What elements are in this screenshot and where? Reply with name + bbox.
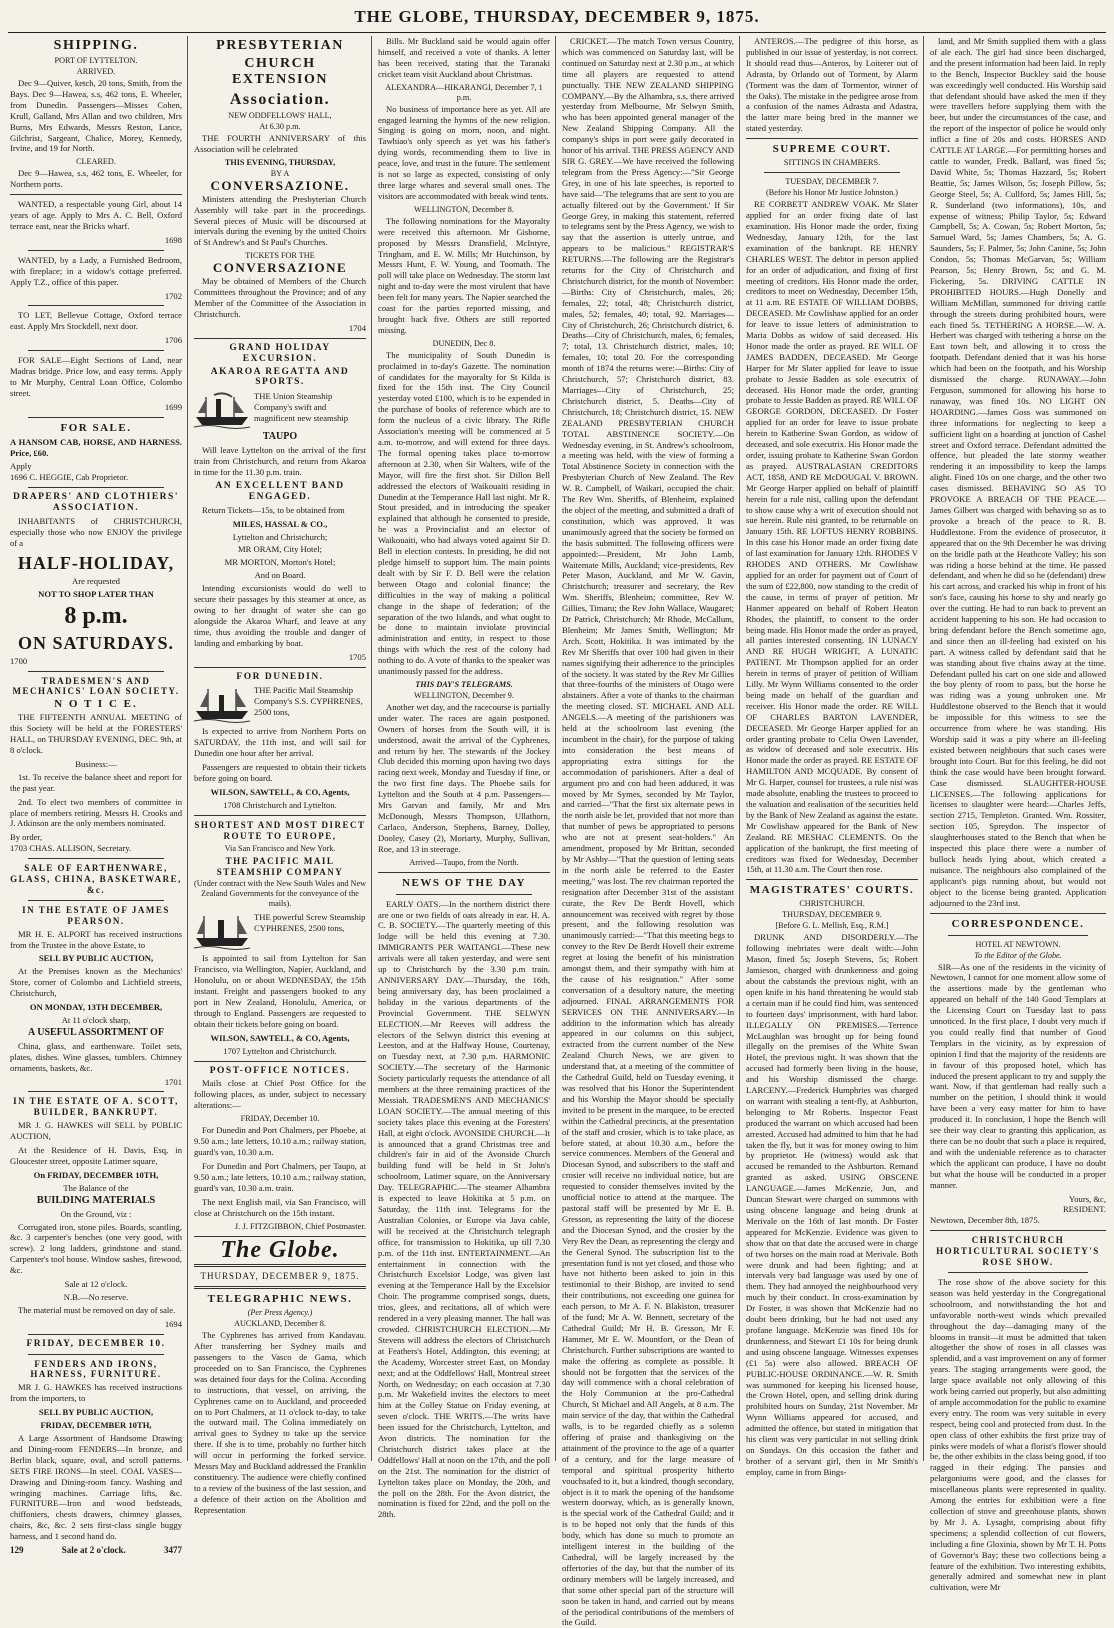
pacific-mail-heading: THE PACIFIC MAIL STEAMSHIP COMPANY <box>216 855 344 877</box>
wilson-sawtell-2: WILSON, SAWTELL, & CO, Agents, <box>210 1032 350 1043</box>
footer-left: 129 <box>10 1545 24 1556</box>
hawkes-date: On FRIDAY, DECEMBER 10TH, <box>33 1169 159 1180</box>
column-4 <box>562 36 734 1628</box>
divider <box>194 338 366 339</box>
hansom-sign: 1696 C. HEGGIE, Cab Proprietor. <box>10 472 129 483</box>
rose-show-heading: CHRISTCHURCH HORTICULTURAL SOCIETY'S ROSE SHOW. <box>936 1235 1100 1268</box>
eight-pm: 8 p.m. <box>64 602 128 629</box>
auckland-dateline: AUCKLAND, December 8. <box>234 1319 326 1329</box>
morton: MR MORTON, Morton's Hotel; <box>224 557 336 568</box>
magistrates-text: DRUNK AND DISORDERLY.—The following inebriates were dealt with:—John Mason, fined 5s; Joseph Stevens, 5s; Robert Jamieson, charged with drunkenness and going about the cabstands the previous night, with an open knife in his hand threatening he would stab a certain man if he could find him, was sentenced to fourteen days' imprisonment, with hard labor. ILLEGALLY ON PREMISES.—Terrence McLaughlan was brought up for being found illegally on the premises of the White Swan Hotel, the previous night. It was shown that the accused had formerly been living in the house, and his Worship dismissed the charge. LARCENY.—Frederick Humphries was charged on warrant with stealing a tent-fly, at Ashburton, belonging to Mr Roberts. Inspector Feast produced the warrant on which accused had been arrested. Accused had admitted to him that he had taken the fly, but it was for money owing to him by proprietor. He (witness) would ask that accused be remanded to the Ashburton. Remand granted as asked. USING OBSCENE LANGUAGE.—James McKenzie, Jun, and Duncan Stewart were charged on summons with using obscene language and being drunk at Merivale on the 16th of last month. Dr Foster appeared for McKenzie. Evidence was given to show that on that date the accused were in charge of two horses on the main road at Merivale. Both were drunk and had been fighting; and at intervals very bad language was used by one of them. They had annoyed the neighbourhood very much by their conduct. In cross-examination by Dr Foster, it was shown that McKenzie had no doubt been drinking, but he had not used any profane language. McKenzie was fined 10s for drunkenness, and Stewart £1 10s for being drunk and using obscene language. Witnesses expenses (£1 5s) were also allowed. BREACH OF PUBLIC-HOUSE ORDINANCE.—W. R. Smith was summoned for keeping his licensed house, the Crown Hotel, open, and selling drink during prohibited hours on Sunday, 21st November. Mr Wynn Williams appeared for accused, and admitted the offence, but stated in mitigation that his client was very particular in not selling drink on Sundays. On this occasion the father and brother of a servant girl, then in Mr Smith's employ, came in from Bings- <box>746 932 918 1477</box>
news-text: EARLY OATS.—In the northern district there are one or two fields of oats already in ear. H. A. C. B. SOCIETY.—The quarterly meeting of this lodge will be held this evening at 7.30. IMMIGRANTS PER WAITANGI.—These new arrivals were all taken yesterday, and were sent up to Christchurch by the 3.30 p.m train. ANNIVERSARY DAY.—Thursday, the 16th, being anniversary day, has been proclaimed a holiday in the various departments of the Provincial Government. THE SELWYN ELECTION.—Mr Reeves will address the electors of the Selwyn district this evening at Leeston, and at the Halfway House, Courtenay, on Tuesday next, at 7.30 p.m. HARMONIC SOCIETY.—The secretary of the Harmonic Society particularly requests the attendance of all members at the three remaining practices of the Messiah. TRADESMEN'S AND MECHANICS' LOAN SOCIETY.—The annual meeting of this society takes place this evening at the Foresters' Hall, at eight o'clock. AVONSIDE CHURCH.—It is announced that a grand Christmas tree and children's fair in aid of the Avonside Church building fund will be held in St John's schoolroom, Latimer square, on the Anniversary Day. TELEGRAPHIC.—The steamer Alhambra is expected to leave Hokitika at 5 p.m. on Saturday, the 11th inst. Telegrams for the Australian Colonies, or Europe via Java cable, will be received at the Christchurch telegraph office, for transmission to Hokitika, up till 7.30 p.m. of the 11th inst. ENTERTAINMENT.—An entertainment in connection with the Christchurch Excelsior Lodge, was given last evening at the Temperance Hall by the Excelsior Choir. The programme comprised songs, duets, trios, glees, and recitations, all of which were rendered in a very pleasing manner. The hall was crowded. CHRISTCHURCH ELECTION.—Mr Stevens will address the electors of Christchurch at Feathers's Hotel, Addington, this evening; at the Academy, Worcester street East, on Monday next; and at the Oddfellows' Hall, Montreal street North, on Wednesday; on each occasion at 7.30 p.m. Mr Wakefield invites the electors to meet him at the Colley Statue on Friday evening, at seven o'clock. THE WRITS.—The writs have been issued for the Christchurch, Lyttelton, and Avon districts. The nomination for the Christchurch district takes place at the Oddfellows' Hall at noon on the 17th, and the poll on the 21st. The nomination for the district of Lyttelton takes place on Monday, the 20th, and the poll on the 28th. For the Avon district, the nomination is fixed for 22nd, and the poll on the 28th. <box>378 898 550 1520</box>
taupo-name: TAUPO <box>262 431 298 443</box>
divider <box>746 879 918 880</box>
wilson-sub: 1708 Christchurch and Lyttelton. <box>223 799 337 810</box>
conversazione-heading-2: CONVERSAZIONE <box>212 260 348 276</box>
tickets-for: TICKETS FOR THE <box>245 251 315 261</box>
correspondence-heading: CORRESPONDENCE. <box>951 917 1085 930</box>
this-evening: THIS EVENING, THURSDAY, <box>224 157 336 167</box>
fourth-anniversary: THE FOURTH ANNIVERSARY of this Association will be celebrated <box>194 133 366 154</box>
miles-sub: Lyttelton and Christchurch; <box>232 531 328 542</box>
presbyterian-heading: PRESBYTERIAN <box>216 38 344 53</box>
cleared-text: Dec 9—Hawea, s.s, 462 tons, E. Wheeler, for Northern ports. <box>10 168 182 190</box>
masthead: THE GLOBE, THURSDAY, DECEMBER 9, 1875. <box>354 7 760 26</box>
on-saturdays: ON SATURDAYS. <box>17 632 175 653</box>
hawkes-2-text: A Large Assortment of Handsome Drawing and Dining-room FENDERS—In bronze, and Berlin black, square, oval, and scroll patterns. SETS FIRE IRONS—In steel. COAL VASES—Drawing and Dining-room fancy. Washing and wringing machines. Carriage lifts, &c. FURNITURE—Iron and wood bedsteads, chiffoniers, chests drawers, chimney glasses, chairs, &c, &c. 2 sets first-class single buggy harness, and 1 second hand do. <box>10 1433 182 1542</box>
shortest-route: SHORTEST AND MOST DIRECT ROUTE TO EUROPE, <box>194 819 366 841</box>
divider <box>28 305 164 306</box>
dunedin-8-text: The municipality of South Dunedin is proclaimed in to-day's Gazette. The nomination of candidates for the mayoralty for St Kilda is fixed for the 15th inst. The City Council yesterday voted £100, which is to be expended in the purchase of books of reference which are to form the nucleus of a civic library. The Rifle Association's meeting will be commenced at 5 a.m. to-morrow, and will extend for three days. The formal opening takes place to-morrow afternoon at 2.30, when Sir Walters, wife of the Mayor, will fire the first shot. Sir Dillon Bell addressed the electors of Waikouaiti residing in Dunedin at the Temperance Hall last night. Mr R. Stout presided, and in introducing the speaker explained that although he consented to preside, he was a Provincialist and an elector of Waikouaiti, who had always voted against Sir D. Bell in election contests. In presiding, he did not pledge himself to support him. The main points dealt with by Sir F. D. Bell were the relation between Otago and colonial finance; the difficulties in the way of making a political change in the shape of federation; of the separation of the two Islands, and what ought to be done to maintain inviolate provincial administration and entity, in respect to those things with which the rest of the colony had nothing to do. A vote of thanks to the speaker was unanimously passed for the address. <box>378 349 550 677</box>
this-days-telegrams: THIS DAY'S TELEGRAMS. <box>415 679 513 689</box>
divider <box>378 872 550 873</box>
column-2 <box>194 36 366 1515</box>
letter-text: SIR—As one of the residents in the vicinity of Newtown, I cannot for one moment allow some of the assertions made by the gentleman who appeared on behalf of the 140 Good Templars at the Licensing Court on Tuesday last to pass unnoticed. In the first place, I doubt very much if you could really find that number of Good Templars in the vicinity, as by expression of opinion I find that the majority of the residents are in favour of this proposed hotel, which has induced the present applicant to try and supply the want. Now, if that gentleman had really such a number on the petition, I should think it would have been a very easy matter for him to have produced it. In conclusion, I hope the Bench will see their way clear to granting this application, as there can be no doubt that such a place is required, and with the undeniable reference as to character which the applicant can produce, I have no doubt but what the house will be conducted in a proper manner. <box>930 961 1106 1190</box>
steamship-icon <box>194 685 250 723</box>
wellington-8-text: The following nominations for the Mayoralty were received this afternoon. Mr Gisborne, proposed by Messrs Dransfield, McIntyre, Tringham, and E. W. Mills; Mr Hutchinson, by Messrs Hunt, F. W. Young, and Toomath. The poll will take place on Wednesday. The storm last night and to-day were the most virulent that have been felt for many years. The Napier searched the coast for the parties reported missing, and brought back five. Others are still reported missing. <box>378 215 550 335</box>
before-mellish: [Before G. L. Mellish, Esq., R.M.] <box>775 921 889 931</box>
column-divider <box>187 36 188 1461</box>
dateline: THURSDAY, DECEMBER 9, 1875. <box>200 1271 360 1282</box>
cleared-label: CLEARED. <box>76 157 116 167</box>
divider <box>194 815 366 816</box>
press-agency: (Per Press Agency.) <box>247 1308 313 1318</box>
dunedin-phoebe: For Dunedin and Port Chalmers, per Phoebe, at 9.50 a.m.; late letters, 10.10 a.m.; railway station, guard's van, 10.30 a.m. <box>194 1125 366 1157</box>
alport-time: At 11 o'clock sharp, <box>61 1015 131 1025</box>
sittings-heading: SITTINGS IN CHAMBERS. <box>783 158 881 168</box>
useful-items: China, glass, and earthenware. Toilet sets, plates, dishes. Wine glasses, tumblers. Chimney ornaments, baskets, &c. <box>10 1040 182 1073</box>
association-heading: Association. <box>229 91 331 108</box>
grand-excursion: GRAND HOLIDAY EXCURSION. <box>229 342 331 364</box>
fenders-heading: FENDERS AND IRONS, HARNESS, FURNITURE. <box>30 1358 162 1380</box>
tradesmen-heading: TRADESMEN'S AND MECHANICS' LOAN SOCIETY. <box>12 675 180 697</box>
footer-right: 3477 <box>164 1545 182 1556</box>
hansom-ad: A HANSOM CAB, HORSE, AND HARNESS. Price, £60. <box>10 436 182 458</box>
alport-date: ON MONDAY, 13TH DECEMBER, <box>29 1002 163 1013</box>
ministers-text: Ministers attending the Presbyterian Church Assembly will take part in the proceedings. Several pieces of Music will be discoursed at intervals during the evening by the united Choirs of St Andrew's and St Paul's Churches. <box>194 193 366 248</box>
appointed-text: Is appointed to sail from Lyttelton for San Francisco, via Wellington, Napier, Auckland, and Honolulu, on or about WEDNESDAY, the 15th instant. Freight and passengers booked to any port in New Zealand, Honolulu, America, or through to England. Passengers are requested to obtain their tickets before going on board. <box>194 953 366 1029</box>
alexandra-dateline: ALEXANDRA—HIKARANGI, December 7, 1 p.m. <box>385 82 543 102</box>
pearson-heading: IN THE ESTATE OF JAMES PEARSON. <box>22 904 170 926</box>
friday-heading: FRIDAY, DECEMBER 10. <box>26 1338 166 1349</box>
arrived-label: ARRIVED. <box>76 67 116 76</box>
telegraphic-heading: TELEGRAPHIC NEWS. <box>207 1293 353 1306</box>
fitzgibbon-sign: J. J. FITZGIBBON, Chief Postmaster. <box>234 1221 366 1232</box>
divider <box>28 671 164 672</box>
local-news-text: CRICKET.—The match Town versus Country, which was commenced on Saturday last, will be continued on Saturday next at 2.30 p.m., at which time all players are requested to attend punctually. THE NEW ZEALAND SHIPPING COMPANY.—By the Alhambra, s.s, there arrived yesterday from Melbourne, Mr Selwyn Smith, who has been appointed general manager of the New Zealand Shipping Company. All the company's ships in port were gaily decorated in honor of his arrival. THE PRESS AGENCY AND SIR G. GREY.—We have received the following telegram from the Press Agency:—"Sir George Grey, in one of his late speeches, is reported to have said—'The telegrams that are sent to you are actually filtered out by the Government.' If Sir George Grey, in making this statement, referred to telegrams sent by the Press Agency, we wish to say that the assertion is utterly untrue, and appears to be malicious." REGISTRAR'S RETURNS.—The following are the Registrar's returns for the City of Christchurch and Christchurch district, for the month of November:—Births: City of Christchurch, males, 26; females, 22; total, 48; Christchurch district, males, 52; females, 40; total, 92. Marriages—City of Christchurch, 26; Christchurch district, 6. Deaths—City of Christchurch, males, 6; females, 7; total, 13. Christchurch district, males, 10; females, 10; total 20. For the corresponding month of 1874 the returns were:—Births: City of Christchurch, 57; Christchurch district, 83. Marriages—City of Christchurch, 25; Christchurch district, 5. Deaths—City of Christchurch, 18; Christchurch district, 15. NEW ZEALAND PRESBYTERIAN CHURCH TOTAL ABSTINENCE SOCIETY.—On Wednesday evening, in St. Andrew's schoolroom, a meeting was held, with the view of forming a Total Abstinence Society in connection with the Presbyterian Church of New Zealand. The Rev W. R. Campbell, of Waikari, occupied the chair. The Rev Wm. Sheriffs, of Blenheim, explained the object of the meeting, and submitted a draft of constitution, which was approved. It was unanimously agreed that the society be formed on the basis submitted. The following officers were appointed:—President, Mr John Lamb, Waitemate Mills, Auckland; vice-presidents, Rev Peter Mason, Auckland, and Mr W. Gavin, Christchurch; treasurer and secretary, the Rev Wm. Sheriffs, Blenheim; committee, Rev W. Gillies, Timaru; the Rev John Wallace, Waugaret; Dr Patrick, Christchurch; Mr Rhode, McCallum, Blenheim; Mr James Smith, Wellington; Mr Arch. Scott, Hokitika. It was intimated by the Rev Mr Sheriffs that over 100 had given in their names signifying their adherence to the principles of the society. It was stated by the Rev Mr Gillies that three-fourths of the ministers of Otago were abstainers. After a vote of thanks to the chairman the meeting closed. ST. MICHAEL AND ALL ANGELS.—A meeting of the parishioners was held at the schoolroom last evening (the incumbent in the chair), for the purpose of taking into consideration the best means of appropriating extra sittings for the accommodation of parishioners. After a deal of argument pro and con had been adduced, it was moved by Mr Symes, seconded by Mr Taylor, and carried—"That the first six alternate pews in the north aisle be let, provided that not more than that number of pews be appropriated to persons who are not at present seat-holders." An amendment, proposed by Mr Brittan, seconded by Mr Ashby—"That the question of letting seats in the north aisle be referred to the Easter meeting," was lost. The rev chairman reported the resignation after December 31st of the assistant curate, the Rev De Berdt Hovell, which announcement was received with regret by those present, and the following resolution was unanimously carried:—"That this meeting begs to convey to the Rev De Berdt Hovell their extreme regret at losing the benefit of his ministration amongst them, and their sympathy with him at the cause of his resignation." After some conversation of a desultory nature, the meeting adjourned. FINAL ARRANGEMENTS FOR SERVICES ON THE ANNIVERSARY.—In addition to the information which has already appeared in our columns on this subject, extracted from the current number of the New Zealand Church News, we are given to understand that, at a meeting of the committee of the Cathedral Guild, held on Tuesday evening, it was resolved that his Honor the Superintendent and his Worship the Mayor should be specially invited to be present in the marquee, to be erected within the Cathedral precincts, at the presentation of the staff and crosier, which is to take place, as before stated, at about 10.30 a.m., before the service commences. Members of the General and Diocesan Synod, and subscribers to the staff and crosier will receive no individual notice, but are requested to consider themselves invited by the unofficial notice to attend at the marquee. The pastoral staff will be presented by Mr E. B. Gresson, as representing the laity of the diocese and the Diocesan Synod, and the crosier by the Very Rev the Dean, as representing the clergy and the General Synod. The subscription list to the presentation fund is not yet closed, and those who have not hitherto been asked to join in this testimonial to their Bishop, are invited to send their contributions, not exceeding one guinea for each person, to Mr A. F. N. Blakiston, treasurer of the fund; Mr A. W. Bennett, secretary of the Cathedral Guild; Mr H. B. Gresson, Mr F. Hammer, Mr E. W. Mountfort, or the Dean of Christchurch. Further subscriptions are wanted to make the offering as complete as possible. It should not be forgotten that the services of the day will commence with a choral celebration of the Holy Communion at the pro-Cathedral Church, St Michael and All Angels, at 8 a.m. The main service of the day, that within the Cathedral walls, is to be regarded chiefly as a solemn offering of praise and thanksgiving on the attainment of the province to the age of a quarter of a century, and for the large measure of temporal and spiritual prosperity hitherto vouchsafed to it, but a kindred, though secondary, object is it to mark the opening of the handsome western doorway, which, as is generally known, is the special work of the Cathedral Guild; and it is to be hoped not only that the funds of this body, which has done so much to promote an intelligent interest in the building of the Cathedral, will be largely increased by the offertories of the day, but that the number of its ordinary members will be largely increased, and that some other special part of the structure will soon be taken in hand, and carried out by means of the periodical contributions of the members of the Guild. <box>562 36 734 1628</box>
christchurch-heading: CHRISTCHURCH. <box>799 899 865 909</box>
via-sf: Via San Francisco and New York. <box>224 843 336 853</box>
church-extension-heading: CHURCH EXTENSION <box>232 56 328 87</box>
pacific-text-2: Is expected to arrive from Northern Ports on SATURDAY, the 11th inst, and will sail for Dunedin one hour after her arrival. <box>194 726 366 759</box>
letter-yours: Yours, &c, <box>1068 1193 1106 1204</box>
sell-auction-2: SELL BY PUBLIC AUCTION, <box>38 1407 154 1418</box>
divider <box>948 935 1088 936</box>
intending-text: Intending excursionists would do well to secure their passages by this steamer at once, as owing to her draught of water she can go alongside the Akaroa Wharf, and leave at any time, thus avoiding the trouble and danger of landing and embarking by boat. <box>194 583 366 648</box>
ad-number: 1704 <box>348 322 366 333</box>
supreme-text: RE CORBETT ANDREW VOAK. Mr Slater applied for an order fixing date of last examination. His Honor made the order, fixing Wednesday, January 12th, for the last examination of the bankrupt. RE HENRY CHARLES WEST. The debtor in person applied for an order of adjudication, and fixing of first meeting of creditors. His Honor made the order, creditors to meet on Wednesday, December 15th, at 11 a.m. RE ESTATE OF WILLIAM DOBBS, DECEASED. Mr Cowlishaw applied for an order for leave to issue letters of administration to Maria Dobbs as widow of said deceased. His Honor made the order as prayed. RE WILL OF JAMES BADDEN, DECEASED. Mr George Harper for Mr Slater applied for leave to issue probate to Jessie Badden as sole executrix of deceased. His Honor made the order, granting probate to Jessie Badden as prayed. RE WILL OF GEORGE GORDON, DECEASED. Dr Foster applied for an order for leave to issue probate herein to Katherine Swan Gordon, as widow of deceased, and sole executrix. His Honor made the order, issuing probate to Katherine Swan Gordon as prayed. AUSTRALASIAN CREDITORS ACT, 1858, AND RE McDOUGAL V. BROWN. Mr George Harper applied on behalf of plaintiff herein for a rule nisi, calling upon the defendant to show cause why a writ of execution should not sue herein. Rule nisi granted, to be returnable on January 15th. RE LOFTUS HENRY ROBBINS. In this case his Honor made an order fixing date of last examination for January 12th. RHODES V RHODES AND OTHERS. Mr Cowlishaw applied for an order for payment out of Court of the sum of £22,800, now standing to the credit of the cause, in terms of prayer of petition. Mr Hanmer appeared on behalf of Robert Heaton Rhodes, the plaintiff, to consent to the order being made. His Honor made the order as prayed, all parties interested consenting. IN LUNACY AND RE HUGH WRIGHT, A LUNATIC PATIENT. Mr Thompson applied for an order herein in terms of prayer of petition of William Lilly. Mr Wynn Williams consented to the order being made on behalf of the guardian and receiver. His Honor made the order. RE WILL OF CHARLES BARTON LAVENDER, DECEASED. Mr George Harper applied for an order granting probate to Celia Owen Lavender, as widow of deceased and sole executrix. His Honor made the order as prayed. RE ESTATE OF HAMILTON AND MCQUADE. By consent of Mr G. Harper, counsel for trustees, a rule nisi was made absolute, enabling the trustees to proceed to the valuation and realisation of the securities held by the Bank of New Zealand as against the estate. Mr Cowlishaw appeared for the Bank of New Zealand. RE MESHAC CLEMENTS. On the application of the bankrupt, the first meeting of creditors was fixed for Wednesday, December 15th, at 11.30 a.m. The Court then rose. <box>746 199 918 875</box>
removed-note: The material must be removed on day of sale. <box>18 1304 176 1315</box>
magistrates-heading: MAGISTRATES' COURTS. <box>749 884 915 897</box>
wellington-9-dateline: WELLINGTON, December 9. <box>414 690 514 700</box>
divider <box>10 194 182 195</box>
steamship-icon <box>194 912 250 950</box>
business-1: 1st. To receive the balance sheet and report for the past year. <box>10 771 182 793</box>
steamship-icon <box>194 391 250 429</box>
and-on-board: And on Board. <box>254 570 306 581</box>
friday-dec10: FRIDAY, December 10. <box>240 1114 320 1124</box>
column-5 <box>746 36 918 1477</box>
divider <box>28 250 164 251</box>
conversazione-heading: CONVERSAZIONE. <box>210 177 350 193</box>
divider <box>930 913 1106 914</box>
column-divider <box>371 36 372 1461</box>
thursday-date: THURSDAY, DECEMBER 9. <box>782 910 882 920</box>
ad-number: 1700 <box>10 655 28 666</box>
wellington-9-text: Another wet day, and the racecourse is partially under water. The races are again postponed. Owners of horses from the South will, it is understood, await the arrival of the Cyphrenes, and return by her. The stewards of the Jockey Club decided this morning upon having two days racing next week, Monday and Tuesday if fine, or the two first fine days. The Phoebe sails for Lyttelton and the South at 4 p.m. Passengers—Mrs Garvan and family, Mr and Mrs McDonough, Messrs Thompson, Ullathorn, Carlaco, Anderson, Stephens, Barney, Dolley, Dooley, Casey (2), Moriarty, Murphy, Sullivan, Roe, and 13 in steerage. <box>378 701 550 854</box>
tickets-text: May be obtained of Members of the Church Committees throughout the Province; and of any Member of the Committee of the Association in Christchurch. <box>194 276 366 319</box>
ad-to-let: TO LET, Bellevue Cottage, Oxford terrace east. Apply Mrs Stockdell, next door. <box>10 310 182 332</box>
footer-mid: Sale at 2 o'clock. <box>61 1545 126 1556</box>
are-requested: Are requested <box>72 575 120 586</box>
sell-by-auction: SELL BY PUBLIC AUCTION, <box>38 953 154 964</box>
tuesday-date: TUESDAY, DECEMBER 7. <box>785 177 879 187</box>
ad-number: 1705 <box>348 651 366 662</box>
ad-number: 1698 <box>164 234 182 245</box>
divider <box>28 1091 164 1092</box>
alport-place: At the Premises known as the Mechanics' Store, corner of Colombo and Lichfield streets, Christchurch, <box>10 966 182 999</box>
divider <box>28 858 164 859</box>
cyphrenes-ad <box>194 912 366 950</box>
before-justice: (Before his Honor Mr Justice Johnston.) <box>766 188 898 198</box>
divider <box>28 350 164 351</box>
letter-signature: RESIDENT. <box>1062 1204 1106 1215</box>
fifteenth-meeting: THE FIFTEENTH ANNUAL MEETING of this Society will be held at the FORESTERS' HALL, on THURSDAY EVENING, DEC. 9th, at 8 o'clock. <box>10 712 182 755</box>
arrived-text: Dec 9—Quiver, ketch, 20 tons, Smith, from the Bays. Dec 9—Hawea, s.s, 462 tons, E. Wheeler, from Dunedin. Passengers—Misses Cohen, Krull, Galland, Mrs Allan and two children, Mrs Burns, Mrs Edwards, Messrs Reston, Lance, Gilchrist, Sargeant, Chalice, Morey, Kennedy, Irvine, and 19 for North. <box>10 78 182 154</box>
shipping-heading: SHIPPING. <box>53 38 139 53</box>
by-a: BY A <box>270 168 290 178</box>
not-to-shop: NOT TO SHOP LATER THAN <box>38 588 154 599</box>
cyphrenes-news: The Cyphrenes has arrived from Kandavau. After transferring her Sydney mails and passengers to the Vasco de Gama, which proceeded on to San Francisco, the Cyphrenes was detained four days for the Colina. According to instructions, that vessel, on arriving, the Cyphrenes came on to Auckland, and proceeded on to Port Chalmers, at 11 o'clock to-day, to take the outward mail. The Colina immediately on arrival goes to Sydney to take up the service there. If she is to time, probably no further hitch will occur in performing the forked service. Messrs May and Buckland addressed the Franklin constituency. The audience were chiefly confined to a review of the business of the last session, and a defence of their action on the Abolition and Representation <box>194 1330 366 1515</box>
column-6 <box>930 36 1106 1593</box>
divider <box>28 900 164 901</box>
steamer-ad <box>194 391 366 429</box>
oram: MR ORAM, City Hotel; <box>237 544 323 555</box>
ad-number: 1702 <box>164 290 182 301</box>
under-contract: (Under contract with the New South Wales and New Zealand Governments for the conveyance of the mails). <box>194 879 366 909</box>
alport-text: MR H. E. ALPORT has received instructions from the Trustee in the above Estate, to <box>10 928 182 950</box>
divider <box>28 1334 164 1335</box>
dunedin-taupo: For Dunedin and Port Chalmers, per Taupo, at 9.50 a.m.; late letters, 10.10 a.m.; railway station, guard's van, 10.30 a.m. train. <box>194 1160 366 1193</box>
pacific-text: THE Pacific Mail Steamship Company's S.S. CYPHRENES, 2500 tons, <box>254 685 363 718</box>
column-3 <box>378 36 550 1520</box>
for-dunedin-heading: FOR DUNEDIN. <box>236 671 324 682</box>
wilson-sawtell: WILSON, SAWTELL, & CO, Agents, <box>210 786 350 797</box>
to-editor: To the Editor of the Globe. <box>974 950 1062 960</box>
globe-logo <box>194 1237 366 1264</box>
friday-2: FRIDAY, DECEMBER 10TH, <box>40 1420 152 1431</box>
news-of-day-heading: NEWS OF THE DAY <box>402 876 526 889</box>
business-label: Business:— <box>75 758 117 769</box>
return-tickets: Return Tickets—15s, to be obtained from <box>202 504 345 515</box>
drapers-text: INHABITANTS of CHRISTCHURCH, especially those who now ENJOY the privilege of a <box>10 516 182 548</box>
hansom-apply: Apply <box>10 461 32 472</box>
column-divider <box>739 36 740 1461</box>
column-1 <box>10 36 182 1556</box>
materials-list: Corrugated iron, stone piles. Boards, scantling, &c. 3 carpenter's benches (one very good, with screw). 2 long ladders, grindstone and stand. Carpenter's tool house. Window sashes, firewood, &c. <box>10 1221 182 1276</box>
divider <box>764 172 900 173</box>
divider <box>194 1286 366 1289</box>
english-mail: The next English mail, via San Francisco, will close at Christchurch on the 15th instant. <box>194 1196 366 1218</box>
magistrates-continued: land, and Mr Smith supplied them with a glass of ale each. The girl had since been discharged, and the present information had been laid. In reply to the Bench, Inspector Buckley said the house was exceedingly well conducted. His Worship said that defendant should have asked the men if they were travellers before supplying them with the beer, but under the circumstances of the case, and the report of the inspector of police he would only inflict a fine of 20s and costs. HORSES AND CATTLE AT LARGE.—For permitting horses and cattle to wander, Fredk. Ballard, was fined 5s; David White, 5s; Thomas Hazzard, 5s; Robert Beattie, 5s; James Wilson, 5s; Joseph Pillow, 5s; George Steel, 5s; A. Cullford, 5s; James Hill, 5s; R. Sunderland (two informations), 10s, and expense of witness; Philip Taylor, 5s; Edward Campbell, 5s; A. Cowan, 5s; Robert Morton, 5s; Samuel Ward, 5s; James Chambers, 5s; A. G. Saunders, 5s; F. Palmer, 5s; John Canine, 5s; John Condon, 5s; Thomas McGarvan, 5s; William Pearson, 5s; Henry Brown, 5s; and G. M. Fickering, 5s. DRIVING CATTLE IN PROHIBITED HOURS.—Hugh Donelly and William McMillan, summoned for driving cattle through the streets during prohibited hours, were each fined 5s. TETHERING A HORSE.—W. A. Herbert was charged with tethering a horse on the East town belt, and allowing it to cross the footpath. Defendant denied that it was his horse which had been on the footpath, and his Worship dismissed the charge. RUNAWAY.—John Ferguson, summoned for allowing his horse to runaway, was fined 10s. NO LIGHT ON HOARDING.—James Goss was summoned on three informations for neglecting to keep a sufficient light on a hoarding at junction of Cashel street and Oxford terrace. Defendant admitted the offence, but pleaded the late stormy weather rendering it an impossibility to keep the lamps alight. Fined 10s on one charge, and the other two cases dismissed. BEHAVING SO AS TO PROVOKE A BREACH OF THE PEACE.—James Gilbert was charged with behaving so as to provoke a breach of the peace to R. B. Huddlestone. From the evidence of prosecutor, it appeared that on the 9th December he was driving on the bridle path at the Heathcote Valley; his son was riding a horse behind at the time. He passed defendant, and when he did so he (defendant) drew his cart across, and cracked his whip in front of his son's face, causing his horse to shy and nearly go over the cutting. He had to run back to prevent an accident happening to his son. He had occasion to bring defendant before the Bench sometime ago, and since then an ill-feeling had existed on his part. A witness called by defendant said that he was standing about five chains away at the time. Defendant pulled his cart on one side and allowed the boy plenty of room to pass, but the horse he was riding was a young unbroken one. Mr Huddlestone observed to the Bench that it would be impossible for this witness to see the occurrence from where he was standing. His Worship said it was a pity where an ill-feeling existed between neighbours that such cases were brought into Court. But for this feeling, he did not think the case would have been brought forward. Case dismissed. SLAUGHTER-HOUSE LICENSES.—The following applications for licenses to slaughter were heard:—Charles Jeffs, section 2715, Templeton. Granted. Wm. Rossiter, section 105, Spreydon. The inspector of slaughterhouses stated to the Bench that when he inspected this place there were a number of bullock heads lying about, which created a nuisance. The neighbours also complained of the applicant's pigs running about, but would not object to the license being granted. Application adjourned to the 23rd inst. <box>930 36 1106 908</box>
band-heading: AN EXCELLENT BAND ENGAGED. <box>215 480 345 502</box>
drapers-heading: DRAPERS' AND CLOTHIERS' ASSOCIATION. <box>13 492 179 514</box>
by-order: By order, <box>10 832 43 843</box>
divider <box>746 138 918 139</box>
dunedin-8-dateline: DUNEDIN, Dec 8. <box>432 338 496 348</box>
divider <box>948 1272 1088 1273</box>
taupo-text: Will leave Lyttelton on the arrival of the first train from Christchurch, and return from Akaroa in time for the 11.30 p.m. train. <box>194 445 366 478</box>
time-630: At 6.30 p.m. <box>259 122 301 131</box>
oddfellows-hall: NEW ODDFELLOWS' HALL, <box>228 111 332 120</box>
hawkes-balance: The Balance of the <box>63 1182 129 1193</box>
on-ground: On the Ground, viz : <box>60 1208 132 1219</box>
divider <box>194 1061 366 1062</box>
tradesmen-sign: 1703 CHAS. ALLISON, Secretary. <box>10 843 132 854</box>
column-divider <box>923 36 924 1461</box>
hawkes-place: At the Residence of H. Davis, Esq, in Gloucester street, opposite Latimer square, <box>10 1145 182 1166</box>
earthenware-heading: SALE OF EARTHENWARE, GLASS, CHINA, BASKETWARE, &c. <box>10 863 182 895</box>
ad-wanted-girl: WANTED, a respectable young Girl, about 14 years of age. Apply to Mrs A. C. Bell, Oxford terrace east, near the Bricks wharf. <box>10 199 182 231</box>
ad-number: 1699 <box>164 401 182 412</box>
anteros-text: ANTEROS.—The pedigree of this horse, as published in our issue of yesterday, is not correct. It should read thus—Anteros, by Loiterer out of Adrasta, by Orlando out of Torment, by Alarm (Torment was the dam of Tormentor, winner of the Oaks). The mistake in the pedigree arose from a confusion of the names Adrasta and Adastra, the latter mare being bred in the manner we stated yesterday. <box>746 36 918 134</box>
divider <box>396 894 532 895</box>
ad-number: 1701 <box>164 1076 182 1087</box>
divider <box>28 417 164 418</box>
sale-12: Sale at 12 o'clock. <box>64 1279 128 1290</box>
building-materials: BUILDING MATERIALS <box>36 1194 156 1206</box>
divider <box>930 1230 1106 1231</box>
divider <box>28 1354 164 1355</box>
letter-date: Newtown, December 8th, 1875. <box>930 1215 1040 1226</box>
scott-heading: IN THE ESTATE OF A. SCOTT, BUILDER, BANKRUPT. <box>13 1096 179 1118</box>
useful-assortment: A USEFUL ASSORTMENT OF <box>28 1026 164 1038</box>
hawkes-auction: MR J. G. HAWKES will SELL by PUBLIC AUCTION, <box>10 1120 182 1142</box>
notice-heading: N O T I C E. <box>54 698 138 711</box>
akaroa-regatta: AKAROA REGATTA AND SPORTS. <box>210 366 350 388</box>
masthead-rule <box>8 32 1106 33</box>
passengers-requested: Passengers are requested to obtain their tickets before going on board. <box>194 762 366 784</box>
ad-number: 1694 <box>164 1318 182 1329</box>
wilson-sub-2: 1707 Lyttelton and Christchurch. <box>223 1045 337 1056</box>
rose-show-text: The rose show of the above society for this season was held yesterday in the Congregational schoolroom, and notwithstanding the hot and unfavorable north-west winds which prevailed throughout the day—damaging many of the blooms in transit—it must be admitted that taken altogether the show of roses in all classes was splendid, and a vast improvement on any of former years. The staging arrangements were good, the large space available not only allowing of this work being carried out properly, but also admitting of ample accommodation for the public to examine every entry. The room was very suitable in every respect, being cool and protected from dust. In the open class of other exhibits the first prize tray of pinks were models of what a florist's flower should be, the other exhibits in the class being good, if too ragged in their edging. The pansies and pelargoniums were good, and the classes for miscellaneous plants were represented in quality. Among the entries for exhibition were a fine collection of stove and greenhouse plants, shown by Mr J. A. Lysaght, comprising about fifty specimens; a splendid collection of cut flowers, including a fine Gloxinia, shown by Mr T. H. Potts of Governor's Bay; these two collections being a feature of the exhibition. Two interesting exhibits, generally admired and somewhat new in plant cultivation, were Mr <box>930 1276 1106 1593</box>
divider <box>194 667 366 668</box>
hotel-newtown-heading: HOTEL AT NEWTOWN. <box>975 939 1061 949</box>
wellington-8-dateline: WELLINGTON, December 8. <box>414 204 514 214</box>
ad-wanted-bedroom: WANTED, by a Lady, a Furnished Bedroom, with fireplace; in a widow's cottage preferred. Apply T.Z., office of this paper. <box>10 254 182 287</box>
for-sale-heading: FOR SALE. <box>60 421 132 434</box>
arrived-taupo: Arrived—Taupo, from the North. <box>409 857 519 867</box>
divider <box>28 487 164 488</box>
column-footer <box>10 1545 182 1556</box>
divider <box>194 1264 366 1267</box>
business-2: 2nd. To elect two members of committee in place of members retiring. Messrs H. Crooks and J. Atkinson are the only members nominated. <box>10 796 182 829</box>
no-reserve: N.B.—No reserve. <box>63 1291 129 1302</box>
ad-number: 1706 <box>164 335 182 346</box>
hawkes-2: MR J. G. HAWKES has received instructions from the importers, to <box>10 1382 182 1404</box>
pacific-steamer-ad <box>194 685 366 723</box>
mails-close: Mails close at Chief Post Office for the following places, as under, subject to necessary alterations:— <box>194 1078 366 1111</box>
miles-hassal: MILES, HASSAL & CO., <box>232 518 328 529</box>
column-divider <box>555 36 556 1461</box>
alexandra-text: No business of importance here as yet. All are engaged learning the hymns of the new religion. Singing is going on morn, noon, and night. Tawhiao's only speech as yet was his father's dying words, recommending them to live in peace, love, and trust in the future. The settlement is not so large as expected, consisting of only three large whares and several small ones. The visitors are accommodated with break wind tents. <box>378 103 550 201</box>
supreme-court-heading: SUPREME COURT. <box>772 143 892 156</box>
union-text: THE Union Steamship Company's swift and magnificent new steamship <box>254 391 349 424</box>
powerful-text: THE powerful Screw Steamship CYPHRENES, 2500 tons, <box>254 912 366 934</box>
globe-logo-text: The Globe. <box>220 1237 340 1264</box>
ad-land-sale: FOR SALE—Eight Sections of Land, near Madras bridge. Price low, and easy terms. Apply to Mr Murphy, Central Loan Office, Colombo street. <box>10 355 182 398</box>
post-office-heading: POST-OFFICE NOTICES. <box>209 1065 351 1076</box>
bills-text: Bills. Mr Buckland said he would again offer himself, and received a vote of thanks. A letter has been received, stating that the Taranaki cricket team visit Auckland about Christmas. <box>378 36 550 79</box>
half-holiday: HALF-HOLIDAY, <box>17 552 175 573</box>
port-heading: PORT OF LYTTELTON. <box>54 56 138 65</box>
